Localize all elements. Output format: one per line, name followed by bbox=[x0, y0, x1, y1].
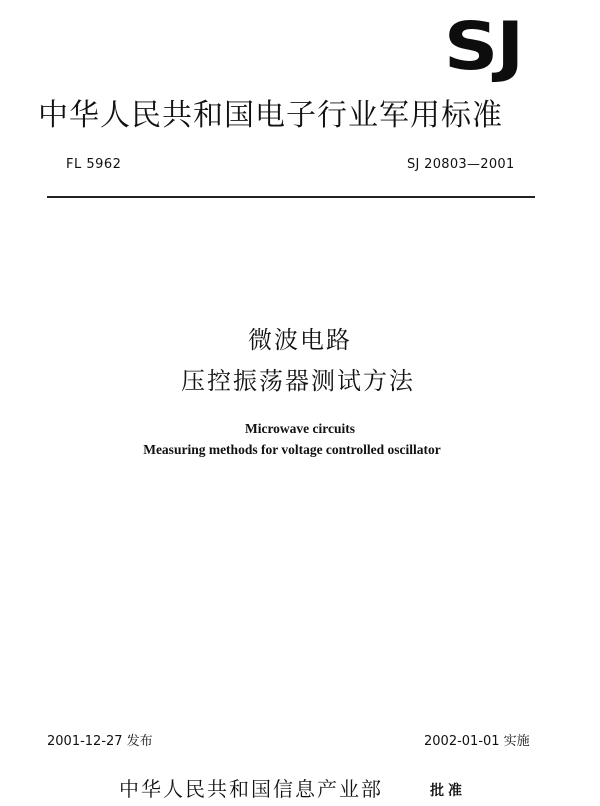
header-divider bbox=[47, 196, 535, 198]
title-cn-line2: 压控振荡器测试方法 bbox=[181, 367, 415, 395]
title-en-line2: Measuring methods for voltage controlled oscillator bbox=[143, 442, 441, 457]
title-cn-line1: 微波电路 bbox=[248, 326, 352, 354]
approve-label: 批准 bbox=[430, 783, 466, 799]
effective-date: 2002-01-01 实施 bbox=[424, 734, 530, 749]
issue-date: 2001-12-27 发布 bbox=[47, 734, 153, 749]
approving-authority: 中华人民共和国信息产业部 bbox=[119, 777, 383, 801]
classification-code: FL 5962 bbox=[66, 157, 122, 172]
sj-logo: SJ bbox=[443, 8, 522, 85]
issuer-heading: 中华人民共和国电子行业军用标准 bbox=[38, 98, 503, 133]
title-en-line1: Microwave circuits bbox=[244, 421, 356, 436]
standard-number: SJ 20803—2001 bbox=[407, 157, 515, 172]
